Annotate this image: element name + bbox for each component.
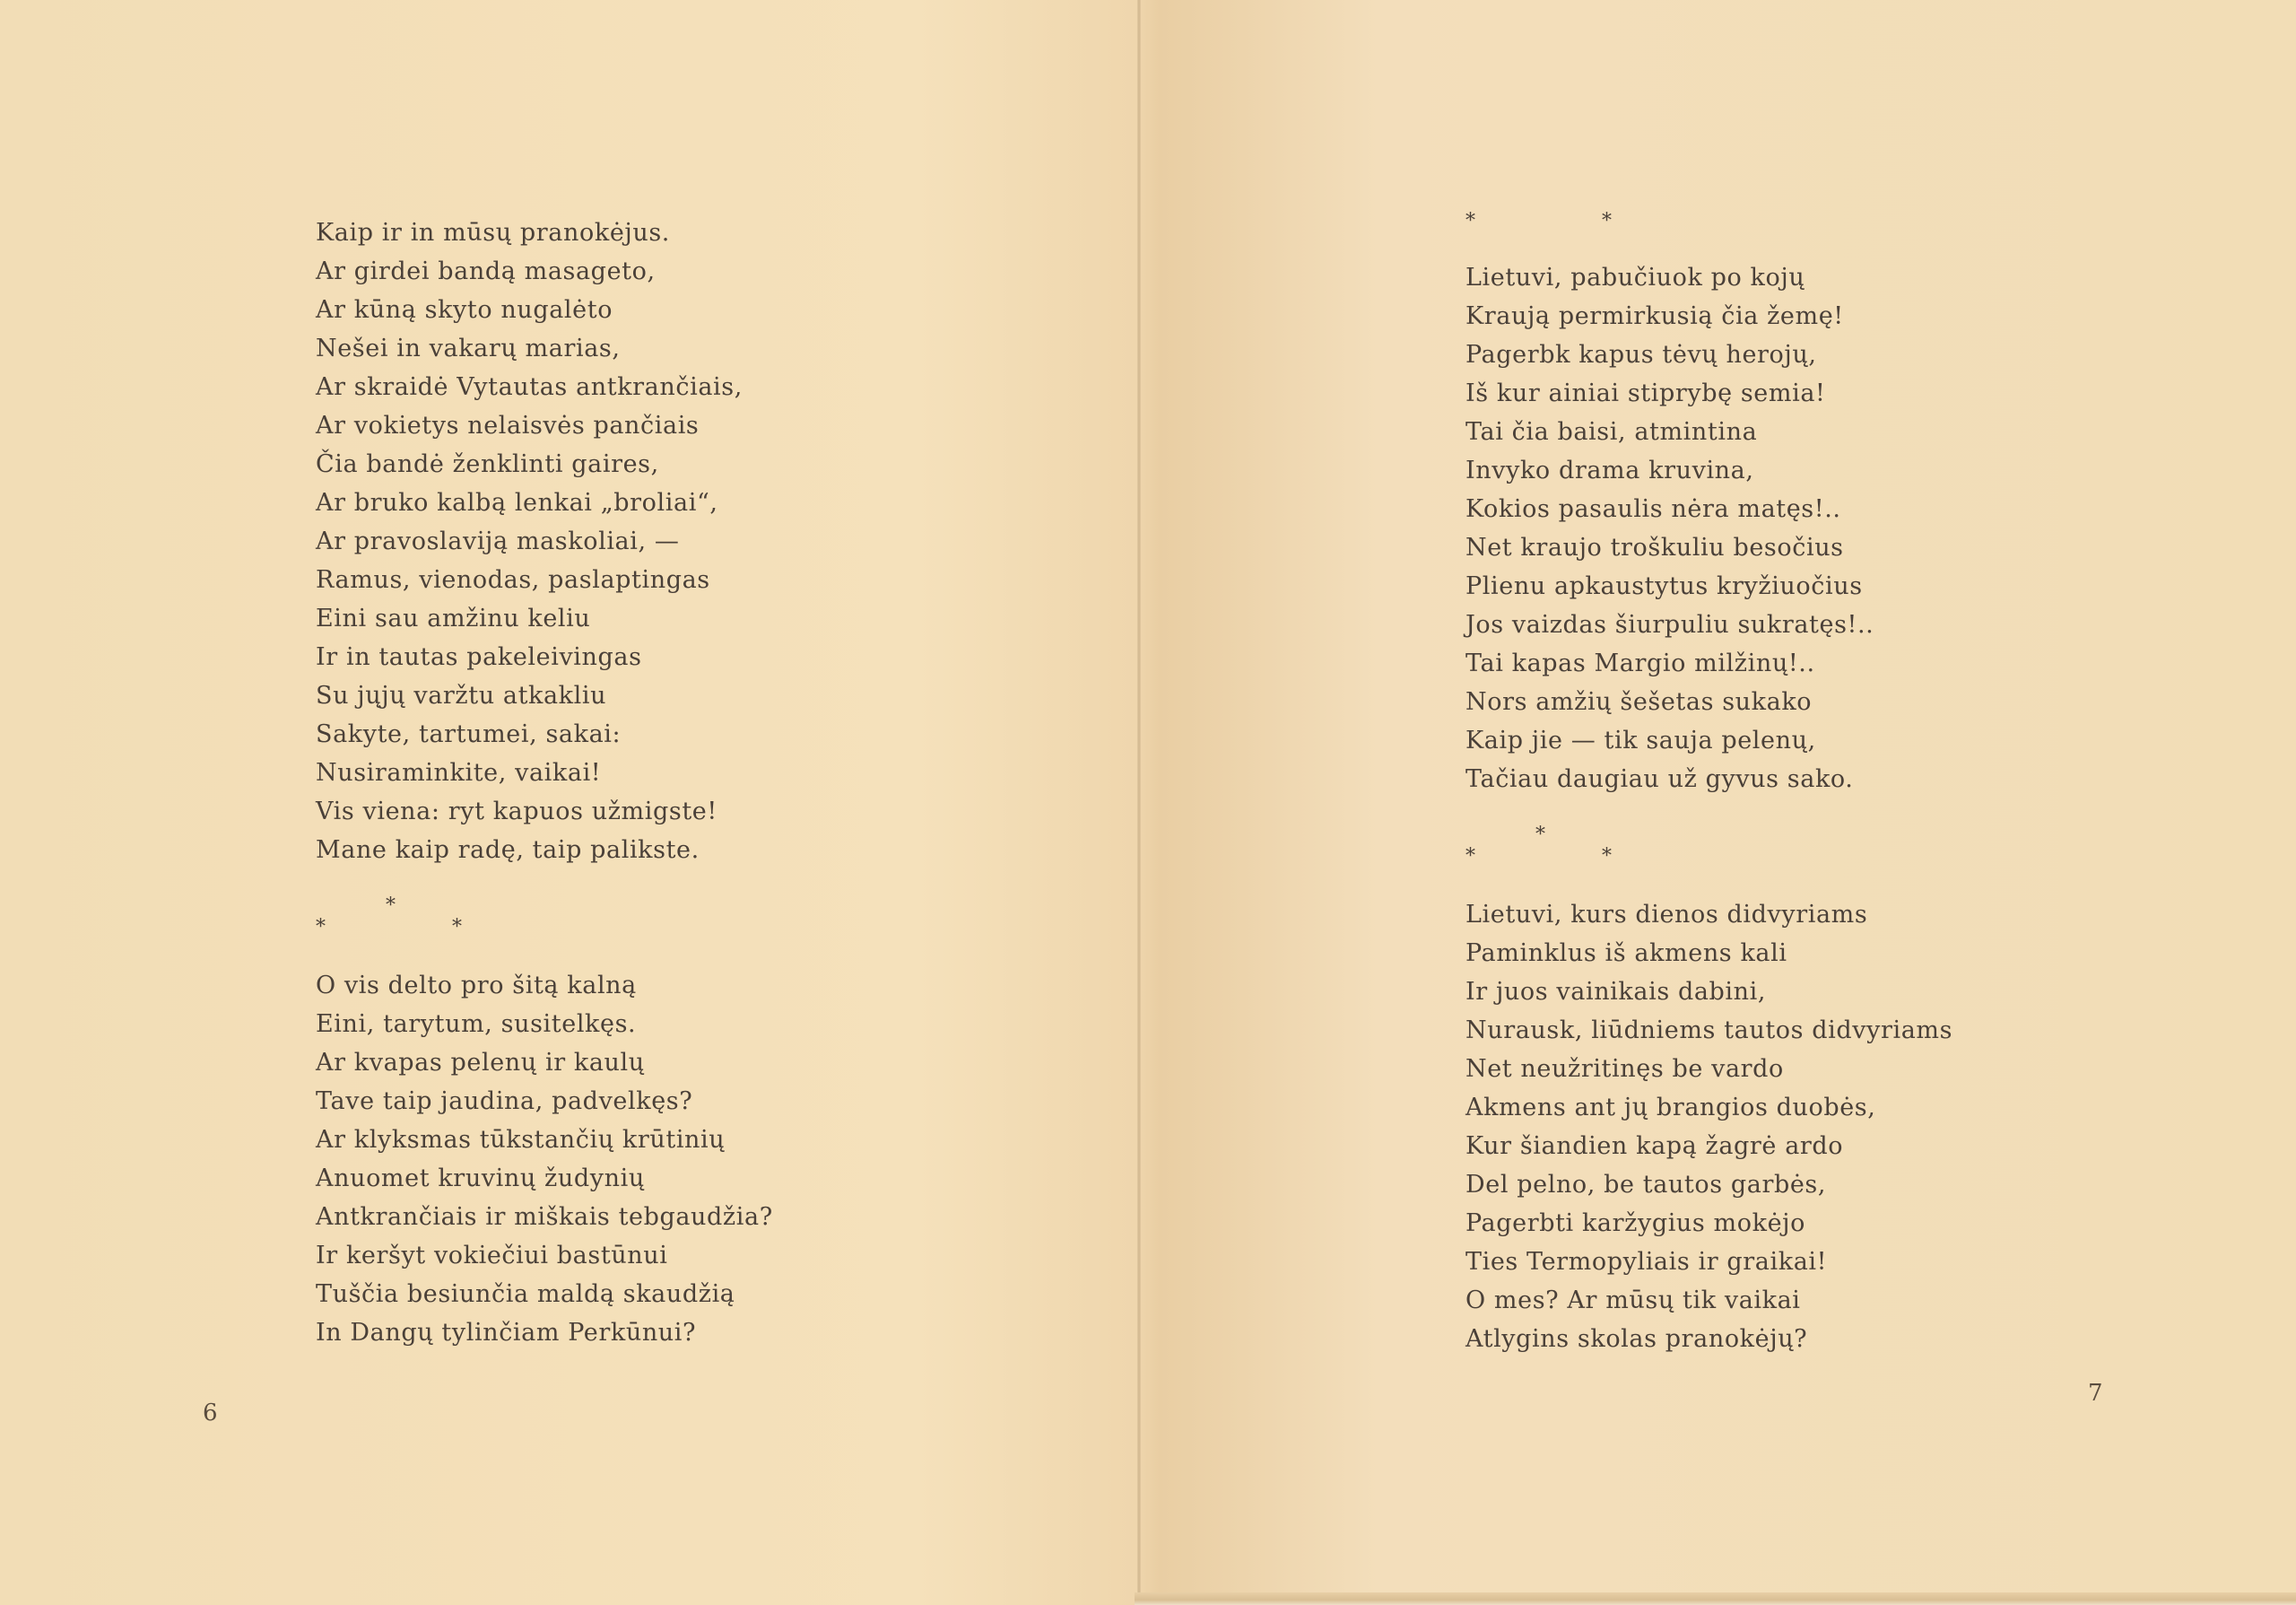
poem-line: Kur šiandien kapą žagrė ardo [1465,1132,1844,1160]
poem-line: Eini, tarytum, susitelkęs. [316,1010,637,1038]
poem-line: Ar girdei bandą masageto, [316,257,656,285]
poem-line: Tai čia baisi, atmintina [1465,418,1758,446]
page-number: 6 [203,1400,218,1426]
poem-line: Ir juos vainikais dabini, [1465,978,1767,1006]
poem-line: Sakyte, tartumei, sakai: [316,720,622,748]
poem-line: O vis delto pro šitą kalną [316,972,637,999]
stanza-gap [1465,798,1952,818]
poem-line: Ar klyksmas tūkstančių krūtinių [316,1126,726,1154]
left-stanza-2 [316,966,773,1352]
asterisk: * [316,916,326,938]
poem-line: Mane kaip radę, taip palikste. [316,836,700,864]
poem-line: Ar skraidė Vytautas antkrančiais, [316,373,743,401]
poem-line: Ramus, vienodas, paslaptingas [316,566,710,594]
stanza-gap [316,869,773,889]
poem-line: Del pelno, be tautos garbės, [1465,1171,1827,1199]
asterisk: * [1465,845,1475,868]
poem-line: O mes? Ar mūsų tik vaikai [1465,1287,1801,1314]
poem-line: Kraują permirkusią čia žemę! [1465,302,1844,330]
poem-line: Paminklus iš akmens kali [1465,939,1787,967]
left-stanza-1 [316,214,773,869]
poem-line: Nors amžių šešetas sukako [1465,688,1813,716]
asterisk: * [386,894,396,917]
poem-line: Ir keršyt vokiečiui bastūnui [316,1242,668,1269]
poem-line: Atlygins skolas pranokėjų? [1465,1325,1808,1353]
poem-line: Iš kur ainiai stiprybę semia! [1465,379,1826,407]
poem-line: Antkrančiais ir miškais tebgaudžia? [316,1203,773,1231]
poem-line: Net kraujo troškuliu besočius [1465,534,1844,562]
poem-line: Su jųjų varžtu atkakliu [316,682,607,710]
poem-line: Kaip ir in mūsų pranokėjus. [316,219,670,247]
poem-line: Ir in tautas pakeleivingas [316,643,642,671]
poem-line: Ar pravoslaviją maskoliai, — [316,528,680,555]
poem-line: Ar kvapas pelenų ir kaulų [316,1049,645,1077]
left-page [0,0,1135,1605]
poem-line: Vis viena: ryt kapuos užmigste! [316,798,718,825]
poem-line: Plienu apkaustytus kryžiuočius [1465,572,1863,600]
asterisk: * [452,916,462,938]
poem-line: Nusiraminkite, vaikai! [316,759,602,787]
poem-line: Lietuvi, pabučiuok po kojų [1465,264,1805,292]
poem-line: Ties Termopyliais ir graikai! [1465,1248,1828,1276]
asterism-divider [1465,208,1952,258]
poem-line: Ar kūną skyto nugalėto [316,296,613,324]
right-poem [1465,208,1952,1358]
poem-line: Kaip jie — tik sauja pelenų, [1465,727,1816,755]
poem-line: Čia bandė ženklinti gaires, [316,450,659,478]
right-page [1144,0,2278,1605]
asterism-divider [1465,818,1952,895]
asterisk: * [1465,210,1475,232]
poem-line: Pagerbk kapus tėvų herojų, [1465,341,1817,369]
poem-line: Akmens ant jų brangios duobės, [1465,1094,1876,1121]
poem-line: Tačiau daugiau už gyvus sako. [1465,765,1854,793]
poem-line: In Dangų tylinčiam Perkūnui? [316,1319,697,1347]
poem-line: Ar bruko kalbą lenkai „broliai“, [316,489,718,517]
poem-line: Tave taip jaudina, padvelkęs? [316,1087,693,1115]
asterisk: * [1602,210,1612,232]
poem-line: Jos vaizdas šiurpuliu sukratęs!.. [1465,611,1874,639]
asterisk: * [1535,824,1545,846]
poem-line: Kokios pasaulis nėra matęs!.. [1465,495,1841,523]
poem-line: Anuomet kruvinų žudynių [316,1164,645,1192]
poem-line: Tuščia besiunčia maldą skaudžią [316,1280,735,1308]
asterisk: * [1602,845,1612,868]
poem-line: Pagerbti karžygius mokėjo [1465,1209,1805,1237]
left-poem [316,214,773,1352]
poem-line: Net neužritinęs be vardo [1465,1055,1784,1083]
poem-line: Nurausk, liūdniems tautos didvyriams [1465,1016,1953,1044]
poem-line: Lietuvi, kurs dienos didvyriams [1465,901,1868,929]
page-number: 7 [2088,1380,2103,1407]
poem-line: Nešei in vakarų marias, [316,335,621,362]
poem-line: Tai kapas Margio milžinų!.. [1465,650,1815,677]
asterism-divider [316,889,773,966]
book-gutter [1137,0,1141,1605]
poem-line: Eini sau amžinu keliu [316,605,591,632]
right-stanza-2 [1465,895,1952,1358]
poem-line: Ar vokietys nelaisvės pančiais [316,412,700,440]
right-stanza-1 [1465,258,1952,798]
poem-line: Invyko drama kruvina, [1465,457,1754,484]
